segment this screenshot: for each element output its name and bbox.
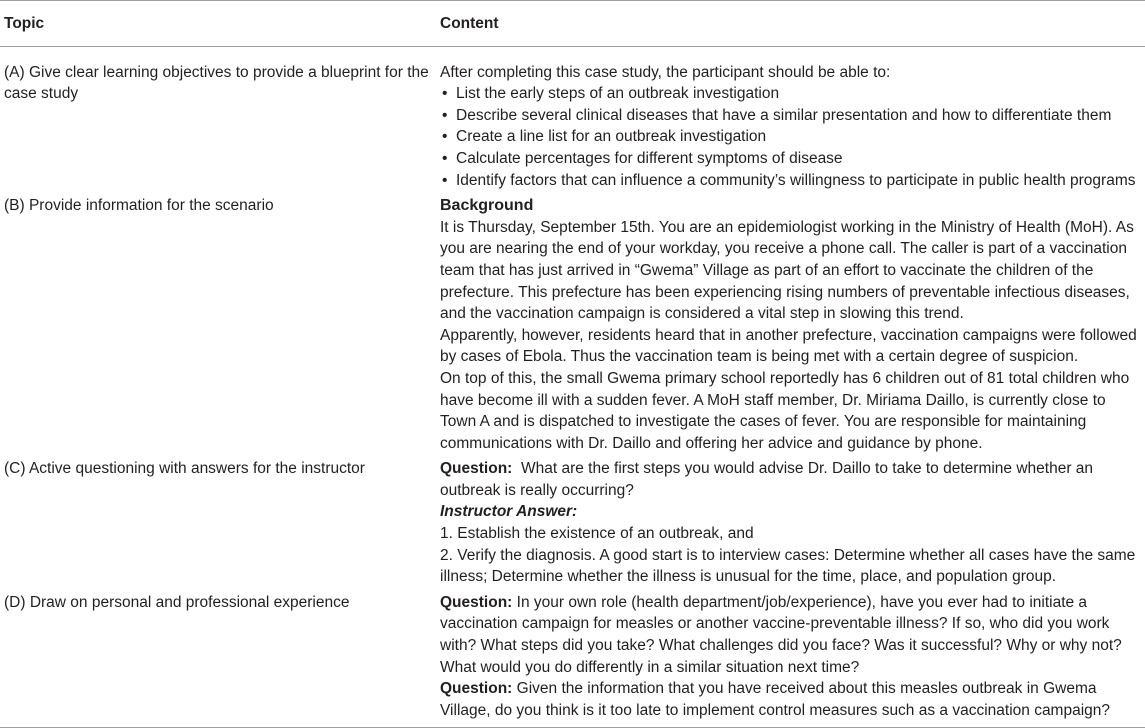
answer-item: 1. Establish the existence of an outbreak, and xyxy=(440,525,754,543)
scenario-paragraph: It is Thursday, September 15th. You are an epidemiologist working in the Ministry of Health (MoH). As you are nearing the end of your workday, you receive a phone call. The caller is part of a vaccination team that has just arrived in “Gwema” Village as part of an effort to vaccinate the children of the prefecture. This prefecture has been experiencing rising numbers of preventable infectious diseases, and the vaccination campaign is considered a vital step in slowing this trend. xyxy=(440,218,1134,323)
topic-text: (D) Draw on personal and professional experience xyxy=(4,593,350,611)
table-row xyxy=(0,588,1145,728)
instructor-answer-label: Instructor Answer: xyxy=(440,503,578,521)
topic-cell xyxy=(0,454,438,588)
topic-cell xyxy=(0,191,438,454)
content-cell xyxy=(438,454,1145,588)
question-block xyxy=(440,678,1145,721)
topic-text: (C) Active questioning with answers for the instructor xyxy=(4,460,365,478)
content-cell xyxy=(438,588,1145,728)
objectives-list xyxy=(440,83,1145,191)
scenario-paragraph: Apparently, however, residents heard that in another prefecture, vaccination campaigns were followed by cases of Ebola. Thus the vaccination team is being met with a certain degree of suspicion. xyxy=(440,326,1137,366)
list-item: • Calculate percentages for different symptoms of disease xyxy=(440,148,1145,170)
bullet-icon: • xyxy=(442,128,448,146)
objectives-intro: After completing this case study, the participant should be able to: xyxy=(440,63,891,81)
content-cell xyxy=(438,191,1145,454)
bullet-icon: • xyxy=(442,149,448,167)
table-row xyxy=(0,191,1145,454)
table-row xyxy=(0,454,1145,588)
scenario-paragraph: On top of this, the small Gwema primary school reportedly has 6 children out of 81 total children who have become ill with a sudden fever. A MoH staff member, Dr. Miriama Daillo, is currently close to Town A and is dispatched to investigate the cases of fever. You are responsible for maintaining communications with Dr. Daillo and offering her advice and guidance by phone. xyxy=(440,369,1130,452)
table-row xyxy=(0,46,1145,191)
question-label: Question: xyxy=(440,460,513,478)
topic-text: (B) Provide information for the scenario xyxy=(4,197,274,215)
question-label: Question: xyxy=(440,593,513,611)
list-item: • Describe several clinical diseases that have a similar presentation and how to differentiate them xyxy=(440,105,1145,127)
list-item: • List the early steps of an outbreak investigation xyxy=(440,83,1145,105)
answer-item: 2. Verify the diagnosis. A good start is to interview cases: Determine whether all cases have the same illness; Determine whether the illness is unusual for the time, place, and population group. xyxy=(440,546,1136,586)
question-text: Given the information that you have received about this measles outbreak in Gwema Village, do you think is it too late to implement control measures such as a vaccination campaign? xyxy=(440,680,1111,719)
header-topic: Topic xyxy=(0,1,438,47)
question-label: Question: xyxy=(440,680,513,698)
question-block xyxy=(440,458,1145,501)
question-text: In your own role (health department/job/experience), have you ever had to initiate a vaccination campaign for measles or another vaccine-preventable illness? If so, who did you work with? What steps did you take? What challenges did you face? Was it successful? Why or why not? What would you do differently in a similar situation next time? xyxy=(440,593,1122,676)
list-item: • Create a line list for an outbreak investigation xyxy=(440,126,1145,148)
content-cell xyxy=(438,46,1145,191)
header-row xyxy=(0,1,1145,47)
header-content: Content xyxy=(438,1,1145,47)
list-item: • Identify factors that can influence a community’s willingness to participate in public health programs xyxy=(440,170,1145,192)
bullet-icon: • xyxy=(442,171,448,189)
topic-text: (A) Give clear learning objectives to provide a blueprint for the case study xyxy=(4,63,429,103)
bullet-icon: • xyxy=(442,85,448,103)
bullet-icon: • xyxy=(442,106,448,124)
topic-cell xyxy=(0,588,438,728)
background-heading: Background xyxy=(440,197,534,215)
question-block xyxy=(440,592,1145,678)
topic-cell xyxy=(0,46,438,191)
question-text: What are the first steps you would advise Dr. Daillo to take to determine whether an outbreak is really occurring? xyxy=(440,460,1094,499)
